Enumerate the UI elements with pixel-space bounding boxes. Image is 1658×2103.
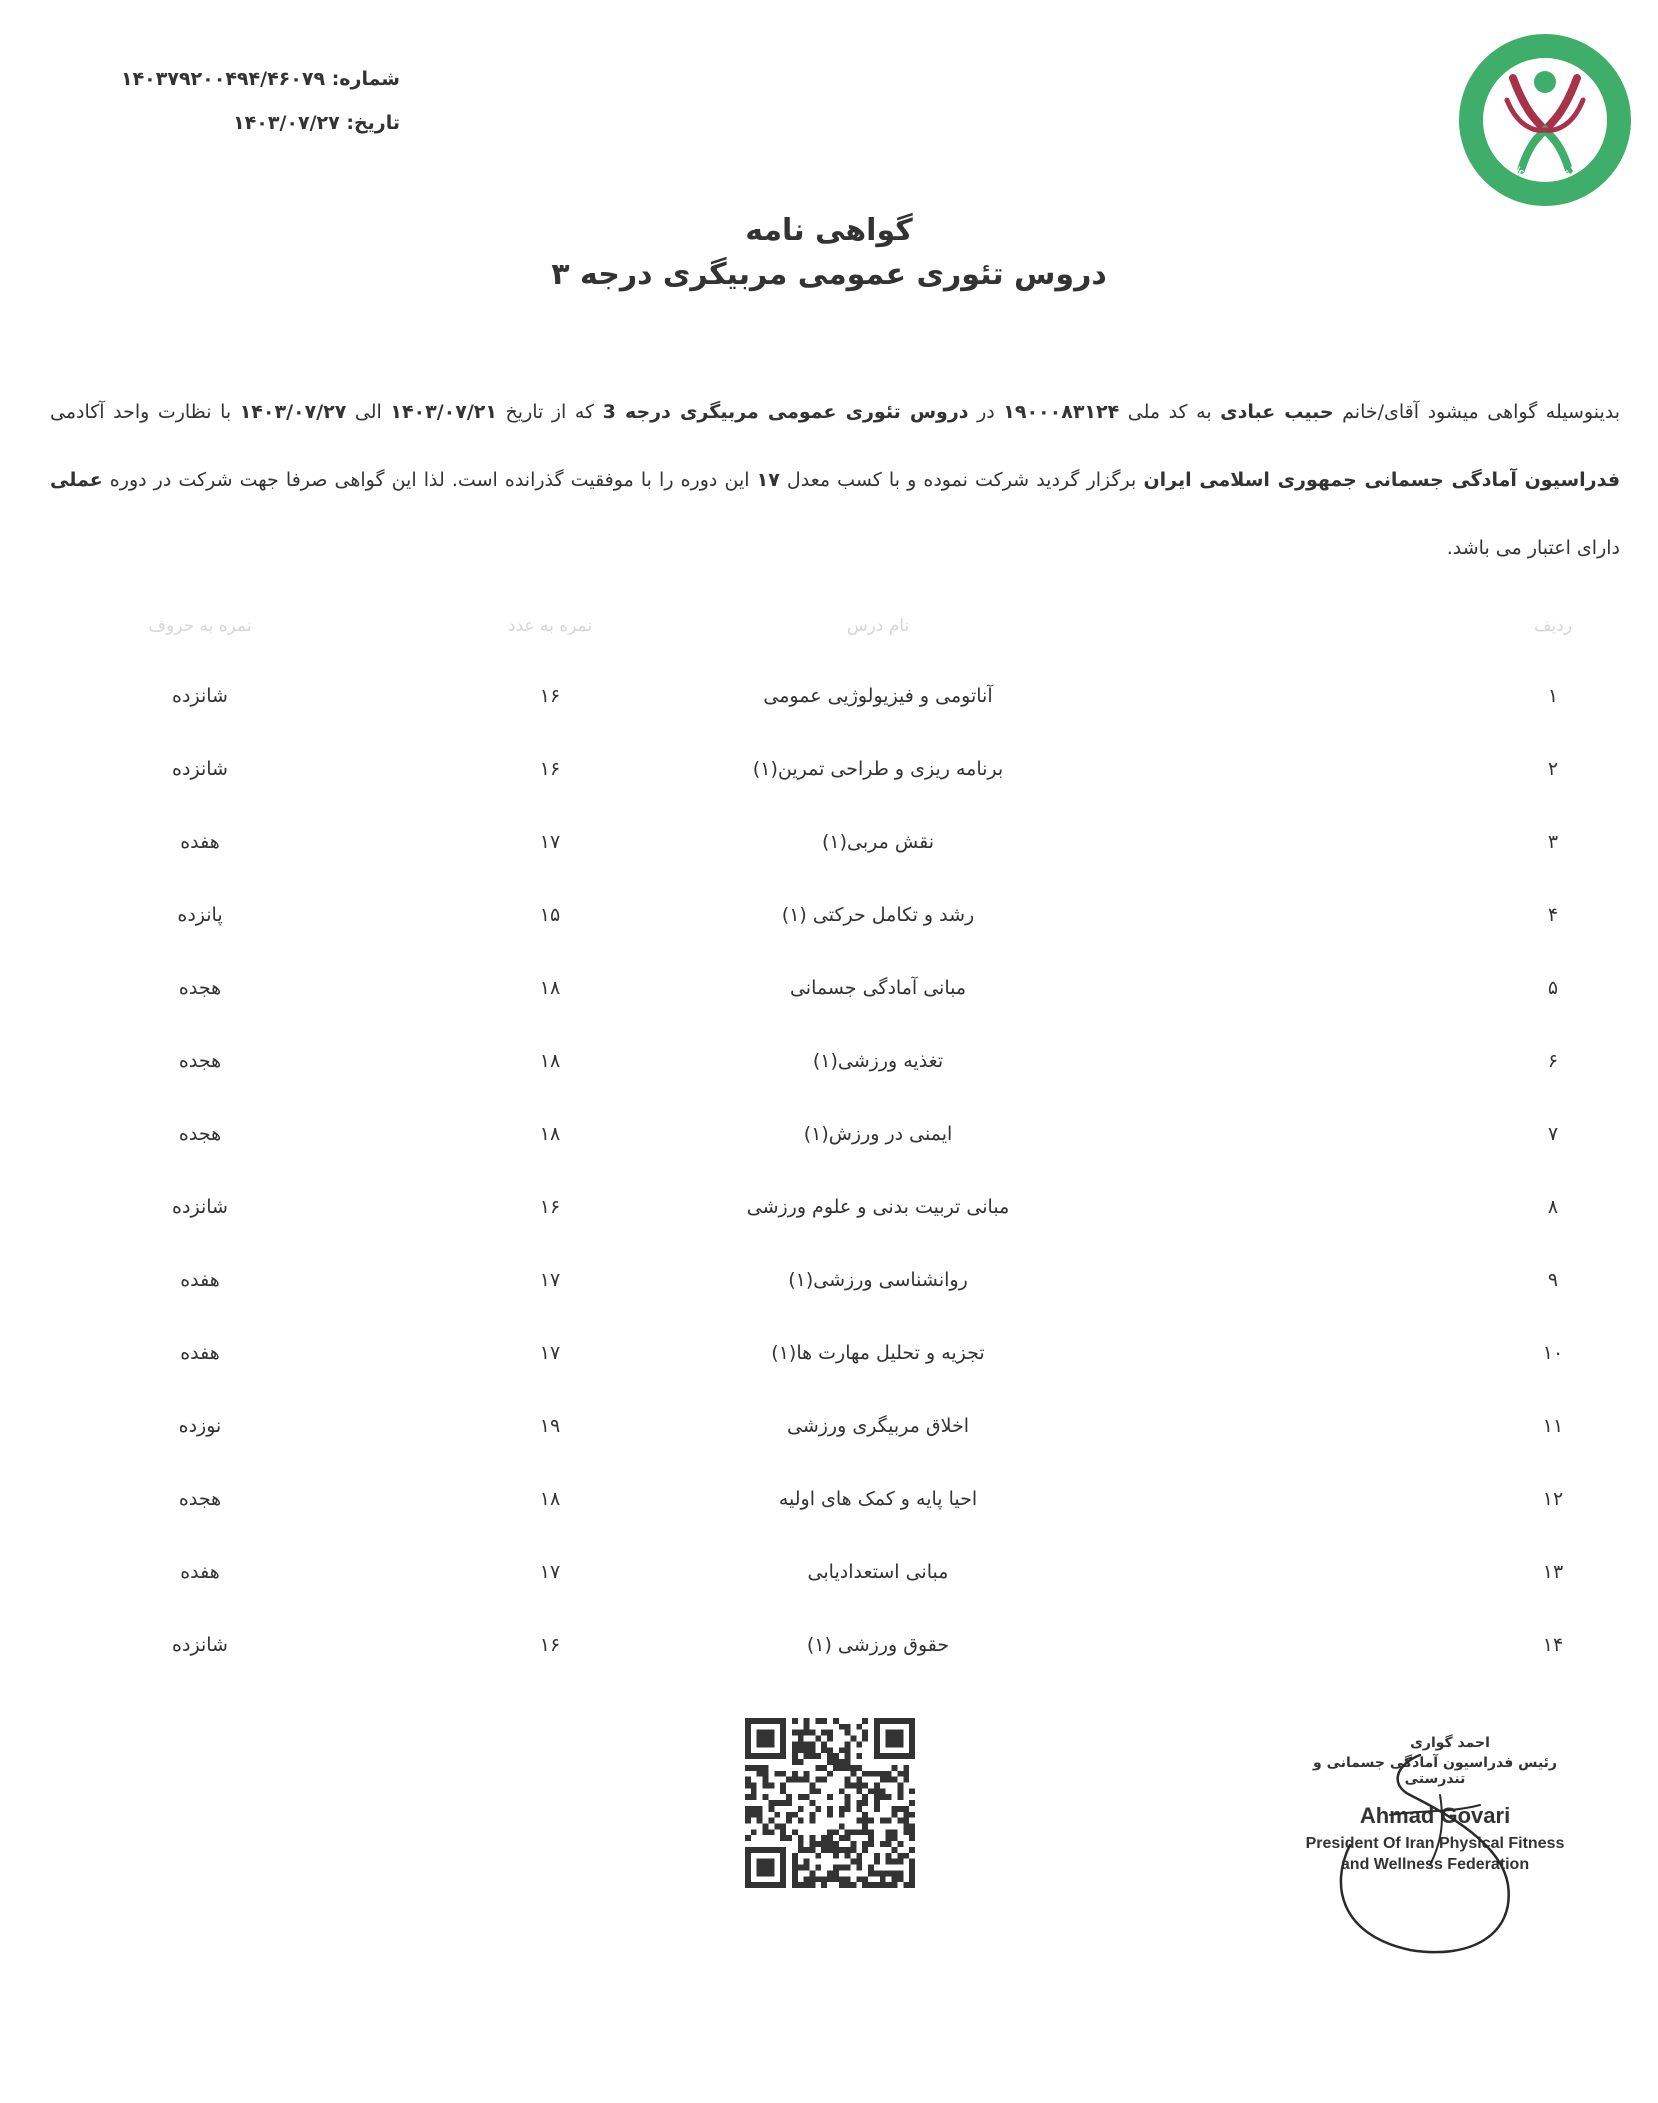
course-name: تغذیه ورزشی(۱) bbox=[812, 1050, 944, 1072]
document-meta bbox=[110, 68, 400, 156]
body-segment: ۱۴۰۳/۰۷/۲۷ bbox=[239, 401, 347, 423]
grade-words: شانزده bbox=[172, 1634, 228, 1656]
grade-number: ۱۶ bbox=[539, 1196, 561, 1218]
body-segment: بدینوسیله گواهی میشود آقای/خانم bbox=[1333, 401, 1621, 423]
body-segment: در bbox=[968, 401, 1004, 423]
signature-block bbox=[1290, 1735, 1650, 1965]
certificate-title: گواهی نامه bbox=[745, 213, 913, 248]
grades-table bbox=[0, 600, 1658, 1695]
table-row bbox=[0, 1549, 1658, 1622]
grade-words: هفده bbox=[180, 1342, 220, 1364]
header-row-number: ردیف bbox=[1533, 616, 1573, 636]
grade-number: ۱۷ bbox=[539, 1561, 561, 1583]
grade-words: نوزده bbox=[178, 1415, 222, 1437]
document-number bbox=[110, 68, 400, 90]
course-name: مبانی آمادگی جسمانی bbox=[789, 977, 967, 999]
table-row bbox=[0, 892, 1658, 965]
grade-words: هفده bbox=[180, 1561, 220, 1583]
signatory-title-en-line1: President Of Iran Physical Fitness bbox=[1305, 1835, 1565, 1852]
course-name: رشد و تکامل حرکتی (۱) bbox=[781, 904, 975, 926]
course-name: احیا پایه و کمک های اولیه bbox=[778, 1488, 978, 1510]
body-segment: ۱۹۰۰۰۸۳۱۲۴ bbox=[1003, 401, 1120, 423]
row-number: ۱ bbox=[1547, 685, 1559, 707]
body-segment: دروس تئوری عمومی مربیگری درجه 3 bbox=[602, 401, 969, 423]
row-number: ۸ bbox=[1547, 1196, 1559, 1218]
document-number-label: شماره: bbox=[331, 68, 400, 90]
row-number: ۷ bbox=[1547, 1123, 1559, 1145]
body-segment: که از تاریخ bbox=[497, 401, 603, 423]
row-number: ۲ bbox=[1547, 758, 1559, 780]
table-header-row bbox=[0, 600, 1658, 673]
signatory-title-fa: رئیس فدراسیون آمادگی جسمانی و تندرستی bbox=[1313, 1755, 1557, 1787]
table-row bbox=[0, 1184, 1658, 1257]
row-number: ۹ bbox=[1547, 1269, 1559, 1291]
grade-number: ۱۷ bbox=[539, 831, 561, 853]
course-name: حقوق ورزشی (۱) bbox=[806, 1634, 950, 1656]
logo-ring-text: Iran Physical Fitness Federation bbox=[1483, 128, 1608, 184]
grade-number: ۱۵ bbox=[539, 904, 561, 926]
table-row bbox=[0, 965, 1658, 1038]
header-grade-number: نمره به عدد bbox=[507, 616, 593, 636]
grade-words: شانزده bbox=[172, 685, 228, 707]
grade-number: ۱۸ bbox=[539, 977, 561, 999]
qr-code-icon bbox=[745, 1718, 915, 1888]
course-name: اخلاق مربیگری ورزشی bbox=[787, 1415, 969, 1437]
handwritten-signature-icon bbox=[1290, 1735, 1650, 1965]
document-number-value: ۱۴۰۳۷۹۲۰۰۴۹۴/۴۶۰۷۹ bbox=[120, 68, 326, 90]
table-row bbox=[0, 819, 1658, 892]
body-segment: دارای اعتبار می باشد. bbox=[1446, 537, 1620, 559]
grade-words: هجده bbox=[178, 1488, 222, 1510]
header-grade-words: نمره به حروف bbox=[148, 616, 252, 636]
table-row bbox=[0, 746, 1658, 819]
row-number: ۱۴ bbox=[1542, 1634, 1564, 1656]
course-name: آناتومی و فیزیولوژیی عمومی bbox=[763, 685, 993, 707]
table-body bbox=[0, 673, 1658, 1695]
document-date-label: تاریخ: bbox=[346, 112, 400, 134]
grade-words: شانزده bbox=[172, 758, 228, 780]
body-segment: برگزار گردید شرکت نموده و با کسب معدل bbox=[779, 469, 1144, 491]
grade-number: ۱۹ bbox=[539, 1415, 561, 1437]
row-number: ۳ bbox=[1547, 831, 1559, 853]
body-segment: ۱۴۰۳/۰۷/۲۱ bbox=[390, 401, 497, 423]
grade-words: هجده bbox=[178, 1123, 222, 1145]
grade-number: ۱۷ bbox=[539, 1342, 561, 1364]
table-row bbox=[0, 1111, 1658, 1184]
table-row bbox=[0, 1257, 1658, 1330]
certificate-body-text bbox=[50, 378, 1620, 582]
table-row bbox=[0, 1476, 1658, 1549]
row-number: ۱۰ bbox=[1542, 1342, 1564, 1364]
grade-words: هفده bbox=[180, 831, 220, 853]
body-segment: به کد ملی bbox=[1119, 401, 1221, 423]
document-date-value: ۱۴۰۳/۰۷/۲۷ bbox=[233, 112, 340, 134]
grade-words: هفده bbox=[180, 1269, 220, 1291]
header-course-name: نام درس bbox=[846, 616, 910, 636]
signatory-name-fa: احمد گواری bbox=[1410, 1735, 1490, 1751]
body-segment: ۱۷ bbox=[756, 469, 780, 491]
row-number: ۱۳ bbox=[1542, 1561, 1564, 1583]
signatory-name-en: Ahmad Govari bbox=[1359, 1803, 1511, 1828]
course-name: برنامه ریزی و طراحی تمرین(۱) bbox=[752, 758, 1004, 780]
table-row bbox=[0, 673, 1658, 746]
body-segment: حبیب عبادی bbox=[1220, 401, 1334, 423]
signatory-title-en-line2: and Wellness Federation bbox=[1340, 1856, 1530, 1873]
table-row bbox=[0, 1622, 1658, 1695]
row-number: ۱۱ bbox=[1542, 1415, 1564, 1437]
body-segment: با نظارت واحد آکادمی bbox=[50, 401, 240, 423]
body-segment: الی bbox=[346, 401, 391, 423]
grade-number: ۱۸ bbox=[539, 1050, 561, 1072]
row-number: ۴ bbox=[1547, 904, 1559, 926]
table-row bbox=[0, 1403, 1658, 1476]
document-date bbox=[110, 112, 400, 134]
course-name: مبانی تربیت بدنی و علوم ورزشی bbox=[746, 1196, 1010, 1218]
row-number: ۵ bbox=[1547, 977, 1559, 999]
grade-number: ۱۸ bbox=[539, 1488, 561, 1510]
body-segment: عملی bbox=[50, 469, 103, 491]
table-row bbox=[0, 1330, 1658, 1403]
federation-logo-icon bbox=[1455, 30, 1635, 210]
grade-number: ۱۶ bbox=[539, 758, 561, 780]
certificate-subtitle: دروس تئوری عمومی مربیگری درجه ۳ bbox=[551, 257, 1107, 292]
grade-words: هجده bbox=[178, 977, 222, 999]
body-segment: این دوره را با موفقیت گذرانده است. لذا این گواهی صرفا جهت شرکت در دوره bbox=[102, 469, 757, 491]
course-name: مبانی استعدادیابی bbox=[807, 1561, 949, 1583]
body-segment: فدراسیون آمادگی جسمانی جمهوری اسلامی ایران bbox=[1143, 469, 1621, 491]
row-number: ۱۲ bbox=[1542, 1488, 1564, 1510]
row-number: ۶ bbox=[1547, 1050, 1559, 1072]
grade-words: شانزده bbox=[172, 1196, 228, 1218]
grade-number: ۱۶ bbox=[539, 685, 561, 707]
grade-words: پانزده bbox=[177, 904, 223, 926]
table-row bbox=[0, 1038, 1658, 1111]
course-name: نقش مربی(۱) bbox=[821, 831, 934, 853]
course-name: ایمنی در ورزش(۱) bbox=[803, 1123, 953, 1145]
grade-number: ۱۸ bbox=[539, 1123, 561, 1145]
grade-number: ۱۷ bbox=[539, 1269, 561, 1291]
course-name: تجزیه و تحلیل مهارت ها(۱) bbox=[771, 1342, 985, 1364]
grade-number: ۱۶ bbox=[539, 1634, 561, 1656]
course-name: روانشناسی ورزشی(۱) bbox=[788, 1269, 968, 1291]
grade-words: هجده bbox=[178, 1050, 222, 1072]
